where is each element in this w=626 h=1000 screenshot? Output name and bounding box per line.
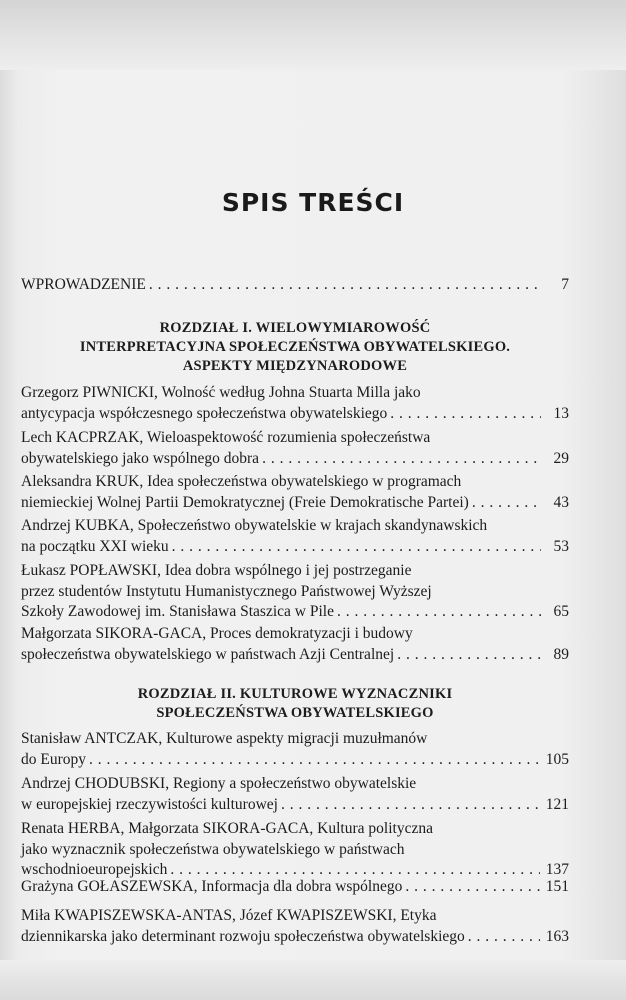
chapter-heading-line: SPOŁECZEŃSTWA OBYWATELSKIEGO: [156, 705, 434, 721]
toc-entry-text: wschodnioeuropejskich: [21, 861, 168, 878]
toc-entry[interactable]: [21, 624, 569, 665]
toc-entry[interactable]: [21, 819, 569, 881]
page-number: 7: [561, 276, 569, 293]
page-number: 163: [545, 927, 569, 945]
toc-entry[interactable]: [21, 774, 569, 815]
toc-entry-text: obywatelskiego jako wspólnego dobra: [21, 449, 260, 467]
toc-entry-text: Aleksandra KRUK, Idea społeczeństwa obywatelskiego w programach: [21, 473, 462, 490]
page-number: 105: [545, 750, 569, 768]
toc-entry[interactable]: [21, 729, 569, 770]
chapter-heading-line: ASPEKTY MIĘDZYNARODOWE: [182, 358, 408, 374]
toc-entry-introduction[interactable]: [21, 275, 569, 296]
page-number: 89: [553, 645, 569, 663]
toc-entry[interactable]: [21, 877, 569, 898]
toc-entry-text: Łukasz POPŁAWSKI, Idea dobra wspólnego i jej postrzeganie: [21, 562, 412, 579]
leader-dots: [472, 493, 541, 514]
leader-dots: [281, 795, 540, 816]
toc-entry[interactable]: [21, 383, 569, 424]
toc-entry[interactable]: [21, 428, 569, 469]
leader-dots: [262, 449, 541, 470]
toc-entry-text: Małgorzata SIKORA-GACA, Proces demokratyzacji i budowy: [21, 625, 413, 642]
chapter-heading-line: ROZDZIAŁ I. WIELOWYMIAROWOŚĆ: [159, 320, 431, 336]
leader-dots: [337, 602, 541, 623]
page-number: 13: [553, 404, 569, 422]
leader-dots: [149, 275, 541, 296]
toc-entry-text: dziennikarska jako determinant rozwoju społeczeństwa obywatelskiego: [21, 927, 465, 945]
toc-entry[interactable]: [21, 906, 569, 947]
toc-entry-text: społeczeństwa obywatelskiego w państwach Azji Centralnej: [21, 645, 395, 663]
chapter-heading-line: ROZDZIAŁ II. KULTUROWE WYZNACZNIKI: [137, 686, 453, 702]
toc-entry-text: do Europy: [21, 750, 87, 768]
toc-entry-text: przez studentów Instytutu Humanistycznego Państwowej Wyższej: [21, 582, 432, 600]
leader-dots: [405, 877, 539, 898]
toc-entry-text: Lech KACPRZAK, Wieloaspektowość rozumienia społeczeństwa: [21, 429, 431, 446]
toc-entry-text: Renata HERBA, Małgorzata SIKORA-GACA, Kultura polityczna: [21, 820, 433, 837]
toc-entry[interactable]: [21, 561, 569, 623]
toc-entry[interactable]: [21, 516, 569, 557]
toc-entry-text: Stanisław ANTCZAK, Kulturowe aspekty migracji muzułmanów: [21, 730, 428, 747]
toc-entry-text: niemieckiej Wolnej Partii Demokratycznej (Freie Demokratische Partei): [21, 493, 469, 511]
page-number: 43: [553, 493, 569, 511]
toc-entry-text: Andrzej KUBKA, Społeczeństwo obywatelskie w krajach skandynawskich: [21, 517, 488, 534]
toc-entry-text: Miła KWAPISZEWSKA-ANTAS, Józef KWAPISZEWSKI, Etyka: [21, 907, 437, 924]
toc-entry-text: w europejskiej rzeczywistości kulturowej: [21, 795, 278, 813]
leader-dots: [397, 645, 541, 666]
leader-dots: [468, 927, 540, 948]
leader-dots: [89, 750, 540, 771]
chapter-heading-line: INTERPRETACYJNA SPOŁECZEŃSTWA OBYWATELSKIEGO.: [79, 339, 511, 355]
toc-entry-text: Grzegorz PIWNICKI, Wolność według Johna Stuarta Milla jako: [21, 384, 421, 401]
toc-entry[interactable]: [21, 472, 569, 513]
page-number: 29: [553, 449, 569, 467]
toc-entry-text: antycypacja współczesnego społeczeństwa obywatelskiego: [21, 404, 388, 422]
page-title: SPIS TREŚCI: [221, 188, 405, 217]
chapter-heading-2: [21, 685, 569, 723]
toc-entry-text: Szkoły Zawodowej im. Stanisława Staszica w Pile: [21, 603, 334, 620]
toc-entry-text: Andrzej CHODUBSKI, Regiony a społeczeństwo obywatelskie: [21, 775, 417, 792]
toc-entry-text: jako wyznacznik społeczeństwa obywatelskiego w państwach: [21, 840, 405, 858]
leader-dots: [172, 537, 541, 558]
page-number: 65: [553, 603, 569, 620]
page-number: 151: [545, 878, 569, 895]
toc-entry-text: na początku XXI wieku: [21, 537, 169, 555]
toc-entry-label: WPROWADZENIE: [21, 276, 146, 293]
page-number: 53: [553, 537, 569, 555]
page-number: 137: [545, 861, 569, 878]
toc-entry-text: Grażyna GOŁASZEWSKA, Informacja dla dobra wspólnego: [21, 878, 403, 895]
leader-dots: [390, 404, 541, 425]
chapter-heading-1: [21, 319, 569, 376]
page-number: 121: [545, 795, 569, 813]
